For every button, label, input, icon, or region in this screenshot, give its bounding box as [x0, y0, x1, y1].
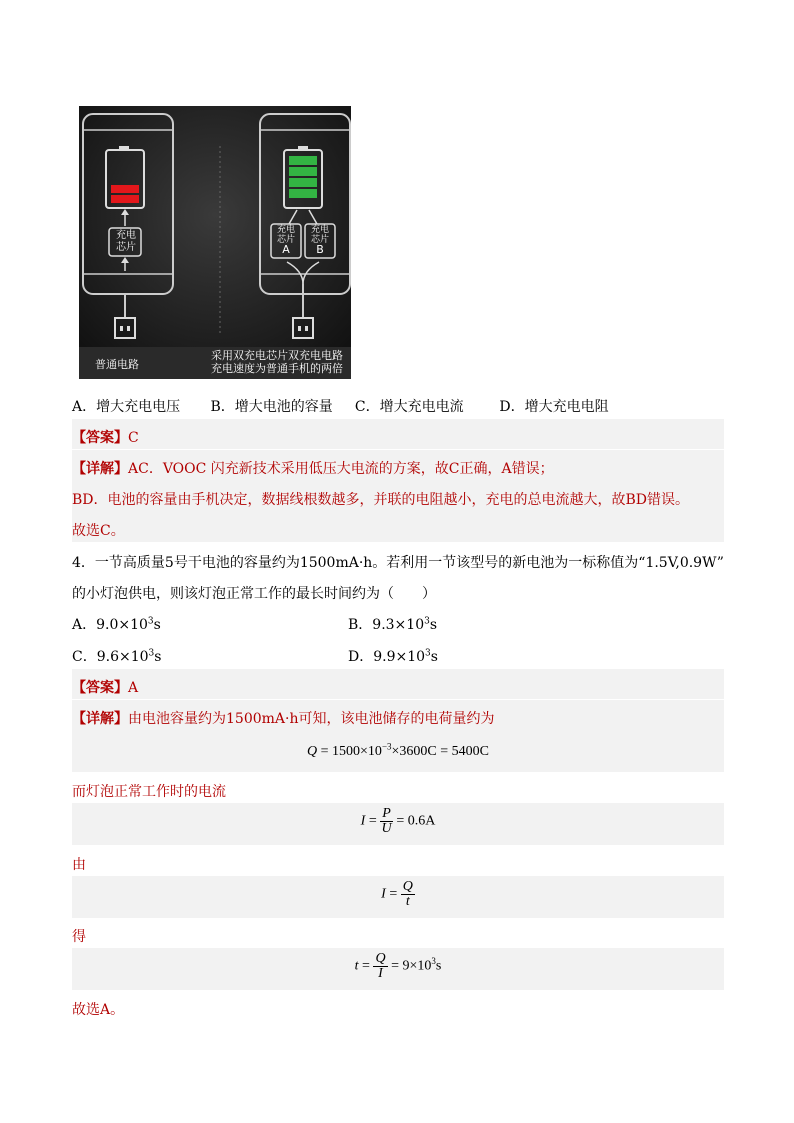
q4-text-you: 由 [72, 857, 86, 873]
q4-stem-line2: 的小灯泡供电，则该灯泡正常工作的最长时间约为（ ） [72, 586, 436, 602]
q4-option-a: A．$9.0\times 10^3s$ [72, 616, 161, 633]
formula-definition: I = $\frac{Q}{t}$ [381, 879, 413, 909]
charging-circuit-figure [79, 106, 351, 379]
q4-option-c: C．$9.6\times 10^3s$ [72, 648, 162, 665]
chip-single-label: 充电 芯片 [116, 230, 136, 253]
q3-option-a: A．增大充电电压 [72, 399, 181, 415]
q4-conclusion: 故选A。 [72, 1002, 125, 1018]
q4-option-b: B．$9.3\times 10^3s$ [348, 616, 438, 633]
formula-charge: $Q = 1500\times 10^{-3}\times 3600C = 5400C$ [307, 741, 489, 759]
q3-detail-line3: 故选C。 [72, 523, 125, 539]
q3-detail-line2: BD．电池的容量由手机决定，数据线根数越多，并联的电阻越小，充电的总电流越大，故BD错误。 [72, 492, 690, 508]
label-dual-circuit: 采用双充电芯片双充电电路 充电速度为普通手机的两倍 [211, 349, 343, 375]
q3-options [72, 396, 609, 416]
q4-option-d: D．$9.9\times 10^3s$ [348, 648, 438, 665]
formula-current: I = $\frac{P}{U}$ = 0.6A [360, 806, 436, 836]
q4-answer: 【答案】A [72, 680, 139, 696]
q3-detail-line1: 【详解】AC．VOOC 闪充新技术采用低压大电流的方案，故C正确，A错误； [72, 461, 554, 477]
q4-stem-line1: 4．一节高质量5号干电池的容量约为1500mA·h。若利用一节该型号的新电池为一标称值为“1.5V,0.9W” [72, 555, 724, 571]
chip-a-label: 充电 芯片 A [276, 225, 295, 256]
q4-text-de: 得 [72, 929, 86, 945]
chip-b-label: 充电 芯片 B [310, 225, 329, 256]
q4-text-current: 而灯泡正常工作时的电流 [72, 784, 226, 800]
label-normal-circuit: 普通电路 [95, 358, 139, 371]
q3-option-c: C．增大充电电流 [354, 399, 464, 415]
q3-answer: 【答案】C [72, 430, 139, 446]
q4-detail-text: 【详解】由电池容量约为1500mA·h可知，该电池储存的电荷量约为 [72, 711, 495, 727]
q3-option-d: D．增大充电电阻 [499, 399, 609, 415]
q3-option-b: B．增大电池的容量 [210, 399, 333, 415]
formula-time: t = $\frac{Q}{I}$ = $9\times 10^3s$ [354, 951, 442, 981]
